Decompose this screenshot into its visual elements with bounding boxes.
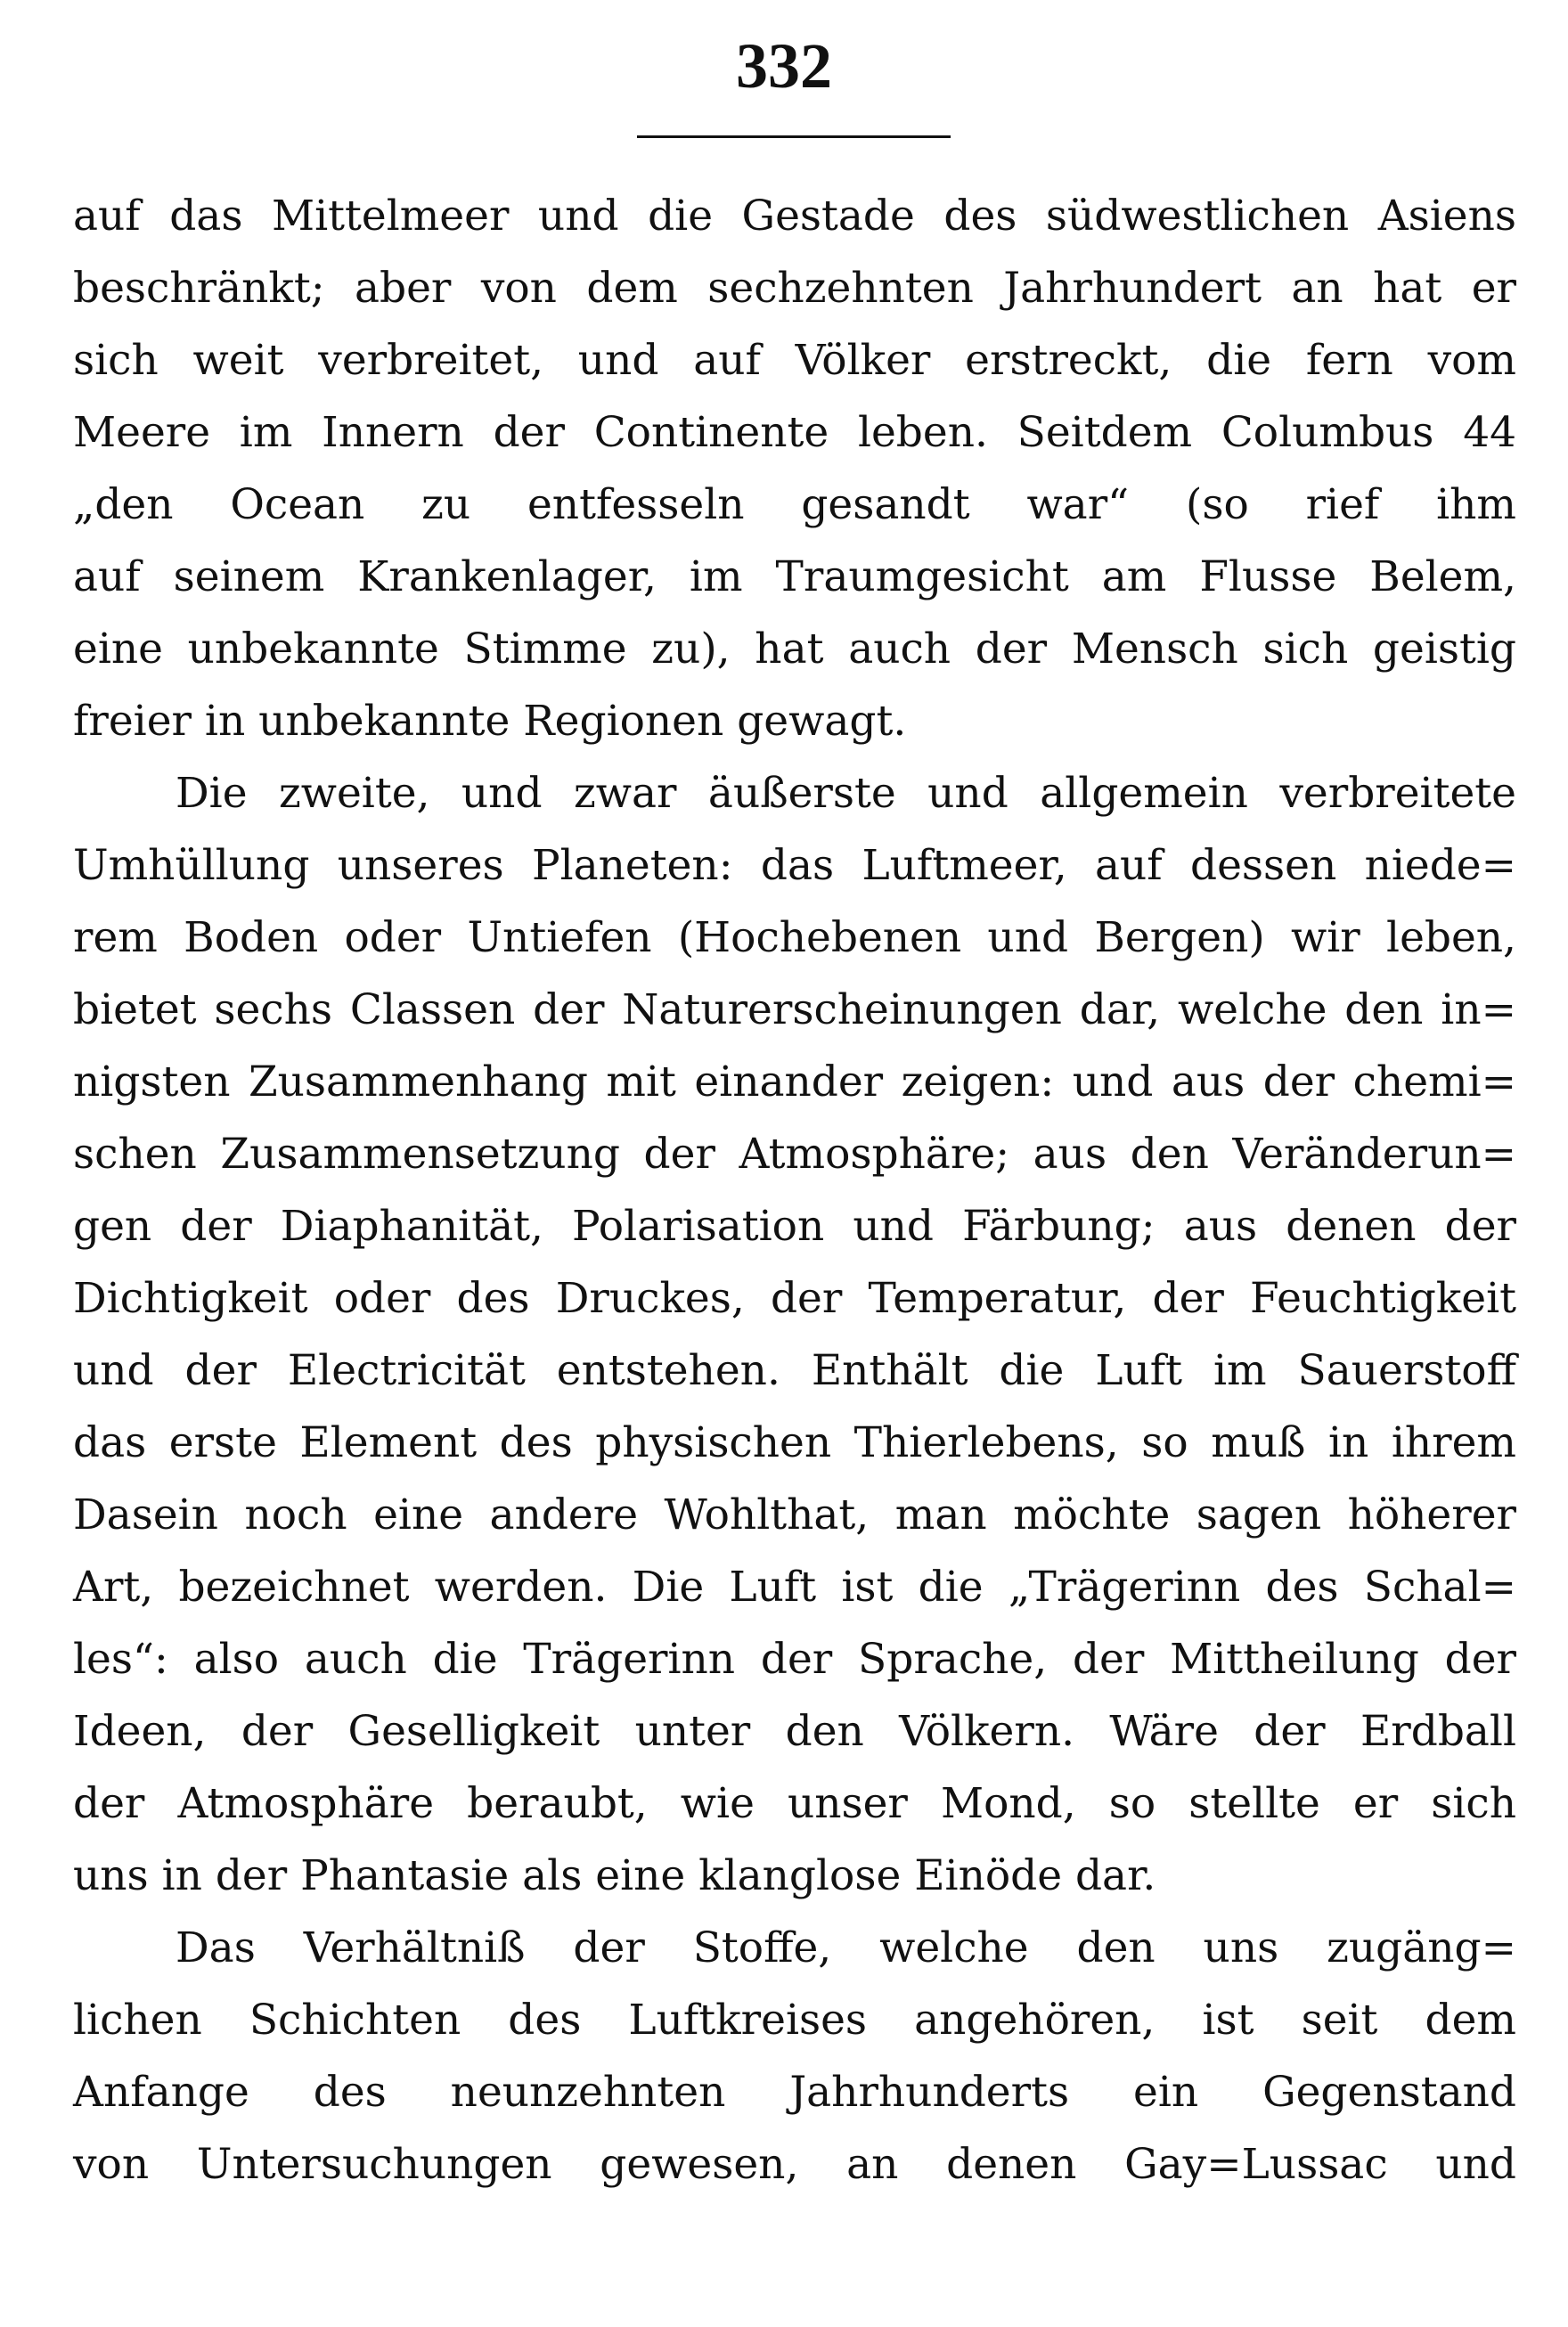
text-line: lichen Schichten des Luftkreises angehören, ist seit dem — [73, 1996, 1516, 2045]
text-line: uns in der Phantasie als eine klanglose Einöde dar. — [73, 1851, 1156, 1900]
text-line: der Atmosphäre beraubt, wie unser Mond, so stellte er sich — [73, 1779, 1516, 1828]
text-line: und der Electricität entstehen. Enthält die Luft im Sauerstoff — [73, 1346, 1516, 1395]
page-number: 332 — [736, 30, 832, 102]
text-line: rem Boden oder Untiefen (Hochebenen und Bergen) wir leben, — [73, 913, 1516, 962]
text-line: nigsten Zusammenhang mit einander zeigen: und aus der chemi= — [73, 1057, 1516, 1106]
text-line: auf das Mittelmeer und die Gestade des südwestlichen Asiens — [73, 192, 1516, 241]
text-line: Art, bezeichnet werden. Die Luft ist die „Trägerinn des Schal= — [73, 1563, 1516, 1612]
text-line: eine unbekannte Stimme zu), hat auch der Mensch sich geistig — [73, 625, 1516, 674]
text-line: bietet sechs Classen der Naturerscheinungen dar, welche den in= — [73, 985, 1516, 1034]
text-line: Meere im Innern der Continente leben. Seitdem Columbus 44 — [73, 408, 1516, 457]
text-line: das erste Element des physischen Thierlebens, so muß in ihrem — [73, 1418, 1516, 1467]
text-line: gen der Diaphanität, Polarisation und Färbung; aus denen der — [73, 1202, 1516, 1251]
text-line: Die zweite, und zwar äußerste und allgemein verbreitete — [176, 769, 1516, 818]
text-line: sich weit verbreitet, und auf Völker erstreckt, die fern vom — [73, 336, 1516, 385]
text-line: Ideen, der Geselligkeit unter den Völkern. Wäre der Erdball — [73, 1707, 1516, 1756]
text-line: schen Zusammensetzung der Atmosphäre; aus den Veränderun= — [73, 1130, 1516, 1179]
text-line: beschränkt; aber von dem sechzehnten Jahrhundert an hat er — [73, 264, 1516, 313]
body-text — [73, 180, 1516, 2200]
text-line: auf seinem Krankenlager, im Traumgesicht am Flusse Belem, — [73, 552, 1516, 601]
text-line: freier in unbekannte Regionen gewagt. — [73, 697, 907, 746]
text-line: „den Ocean zu entfesseln gesandt war“ (so rief ihm — [73, 480, 1516, 529]
text-line: Umhüllung unseres Planeten: das Luftmeer, auf dessen niede= — [73, 841, 1516, 890]
text-line: Das Verhältniß der Stoffe, welche den uns zugäng= — [176, 1923, 1516, 1972]
text-line: Dichtigkeit oder des Druckes, der Temperatur, der Feuchtigkeit — [73, 1274, 1516, 1323]
text-line: von Untersuchungen gewesen, an denen Gay=Lussac und — [73, 2140, 1516, 2189]
text-line: Dasein noch eine andere Wohlthat, man möchte sagen höherer — [73, 1490, 1516, 1539]
header-rule — [637, 135, 951, 138]
text-line: les“: also auch die Trägerinn der Sprache, der Mittheilung der — [73, 1635, 1516, 1684]
text-line: Anfange des neunzehnten Jahrhunderts ein Gegenstand — [73, 2068, 1516, 2117]
